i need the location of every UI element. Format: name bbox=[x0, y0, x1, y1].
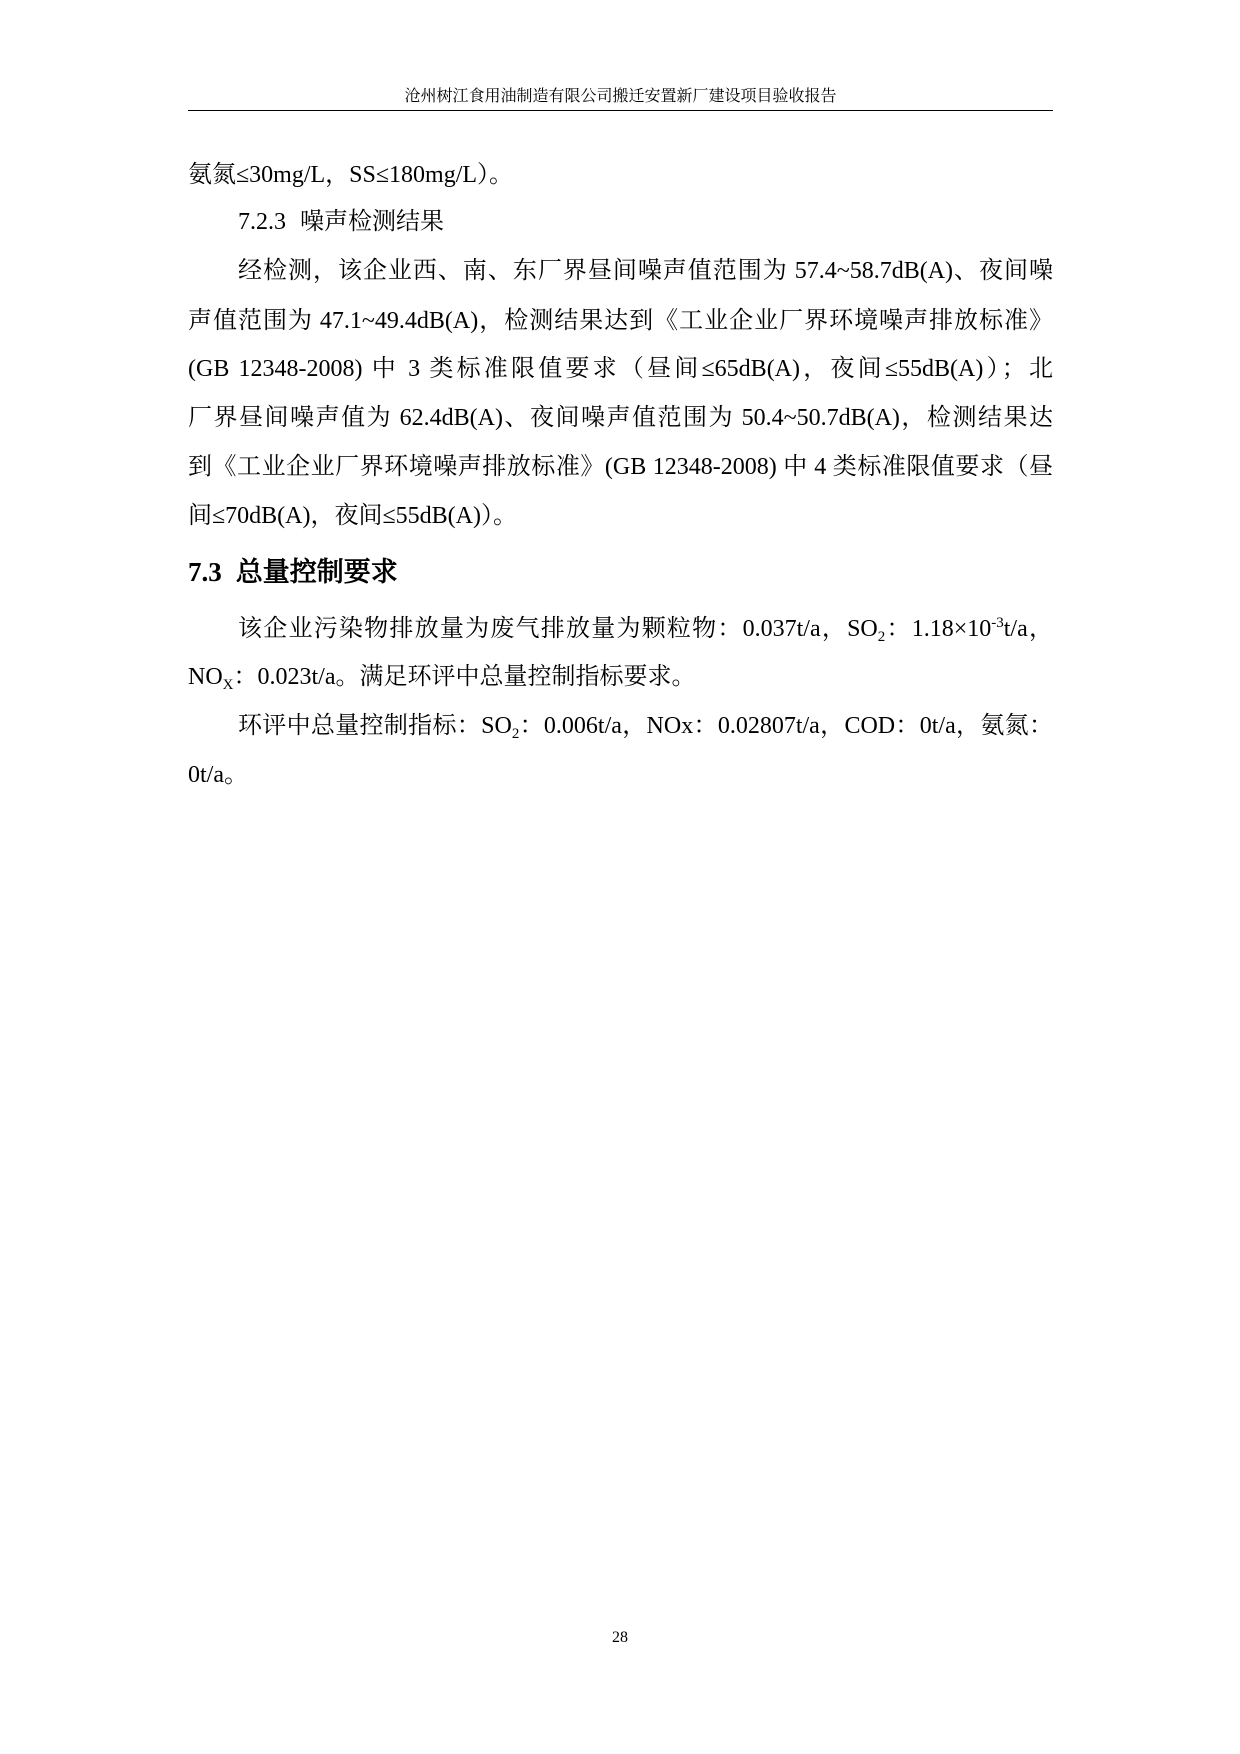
text-segment: 环评中总量控制指标：SO bbox=[238, 713, 512, 739]
noise-paragraph-line: 到《工业企业厂界环境噪声排放标准》(GB 12348-2008) 中 4 类标准限值要求（昼 bbox=[188, 454, 1053, 480]
limit-paragraph-line bbox=[188, 702, 1053, 750]
text-segment: t/a， bbox=[1003, 616, 1053, 642]
noise-paragraph-line: 经检测，该企业西、南、东厂界昼间噪声值范围为 57.4~58.7dB(A)、夜间噪 bbox=[238, 258, 1053, 284]
emission-paragraph-line bbox=[188, 653, 1053, 701]
superscript: -3 bbox=[991, 615, 1004, 631]
text-segment: ：0.023t/a。满足环评中总量控制指标要求。 bbox=[233, 664, 696, 690]
page-number: 28 bbox=[612, 1629, 628, 1646]
subsection-heading bbox=[188, 198, 1053, 246]
subsection-number: 7.2.3 bbox=[238, 209, 286, 235]
subscript: 2 bbox=[877, 629, 886, 645]
noise-paragraph-line: 间≤70dB(A)，夜间≤55dB(A)）。 bbox=[188, 503, 517, 529]
emission-paragraph-line bbox=[188, 605, 1053, 653]
continuation-line: 氨氮≤30mg/L，SS≤180mg/L）。 bbox=[188, 162, 514, 188]
section-heading bbox=[188, 548, 1053, 596]
noise-paragraph-line: 声值范围为 47.1~49.4dB(A)，检测结果达到《工业企业厂界环境噪声排放标准》 bbox=[188, 308, 1053, 334]
limit-paragraph-line: 0t/a。 bbox=[188, 762, 248, 788]
text-segment: NO bbox=[188, 664, 223, 690]
section-title: 总量控制要求 bbox=[235, 557, 398, 587]
section-number: 7.3 bbox=[188, 557, 222, 587]
subscript: 2 bbox=[511, 726, 520, 742]
noise-paragraph-line: (GB 12348-2008) 中 3 类标准限值要求（昼间≤65dB(A)，夜间≤55dB(A)）；北 bbox=[188, 356, 1053, 382]
noise-paragraph-line: 厂界昼间噪声值为 62.4dB(A)、夜间噪声值范围为 50.4~50.7dB(A)，检测结果达 bbox=[188, 405, 1053, 431]
subscript: X bbox=[222, 677, 234, 693]
running-header: 沧州树江食用油制造有限公司搬迁安置新厂建设项目验收报告 bbox=[188, 84, 1053, 111]
text-segment: ：0.006t/a，NOx：0.02807t/a，COD：0t/a，氨氮： bbox=[519, 713, 1053, 739]
text-segment: 该企业污染物排放量为废气排放量为颗粒物：0.037t/a，SO bbox=[238, 616, 878, 642]
text-segment: ：1.18×10 bbox=[885, 616, 992, 642]
subsection-title: 噪声检测结果 bbox=[300, 209, 444, 235]
